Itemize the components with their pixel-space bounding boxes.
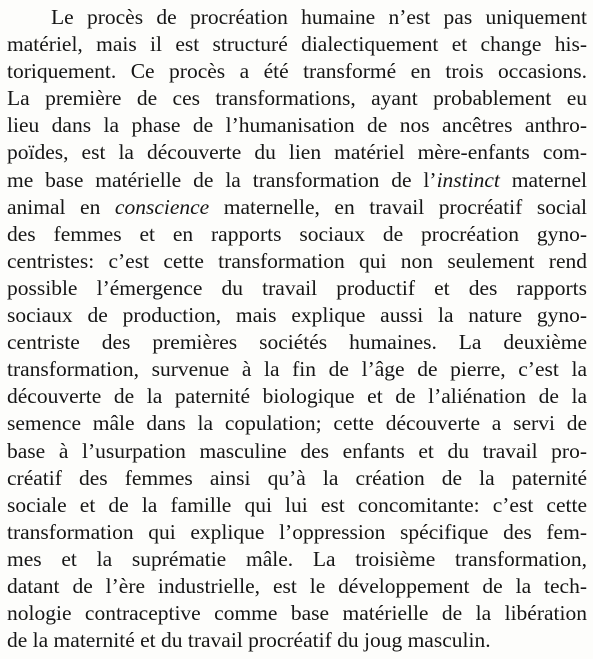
text-line: poïdes, est la découverte du lien matériel mère-enfants com- [7,140,587,165]
body-paragraph [7,4,587,654]
text-line: base à l’usurpation masculine des enfants et du travail pro- [7,438,587,463]
text-run: maternel [499,167,587,192]
text-line: de la maternité et du travail procréatif du joug masculin. [7,628,491,653]
text-line: centristes: c’est cette transformation qui non seulement rend [7,248,587,273]
italic-term: conscience [114,194,210,219]
text-line: sociaux de production, mais explique aussi la nature gyno- [7,303,587,328]
text-line: datant de l’ère industrielle, est le développement de la tech- [7,573,587,598]
text-line: La première de ces transformations, ayant probablement eu [7,86,587,111]
text-run: me base matérielle de la transformation de l’ [7,167,437,192]
text-line: sociale et de la famille qui lui est concomitante: c’est cette [7,492,587,517]
text-line: semence mâle dans la copulation; cette découverte a servi de [7,411,587,436]
text-line: transformation qui explique l’oppression spécifique des fem- [7,519,587,544]
text-line: des femmes et en rapports sociaux de procréation gyno- [7,221,587,246]
text-line: centriste des premières sociétés humaines. La deuxième [7,330,587,355]
text-line: nologie contraceptive comme base matérielle de la libération [7,601,587,626]
text-line: transformation, survenue à la fin de l’âge de pierre, c’est la [7,357,587,382]
italic-term: instinct [436,167,500,192]
text-line: matériel, mais il est structuré dialectiquement et change his- [7,32,587,57]
text-line: lieu dans la phase de l’humanisation de nos ancêtres anthro- [7,113,587,138]
text-line: possible l’émergence du travail productif et des rapports [7,275,587,300]
text-run: maternelle, en travail procréatif social [209,194,587,219]
text-line: découverte de la paternité biologique et de l’aliénation de la [7,384,587,409]
text-line [7,194,587,221]
text-line: toriquement. Ce procès a été transformé en trois occasions. [7,59,587,84]
text-run: animal en [7,194,115,219]
text-line: mes et la suprématie mâle. La troisième transformation, [7,546,587,571]
text-line: créatif des femmes ainsi qu’à la création de la paternité [7,465,587,490]
text-line: Le procès de procréation humaine n’est pas uniquement [51,5,587,29]
text-line [7,167,587,194]
